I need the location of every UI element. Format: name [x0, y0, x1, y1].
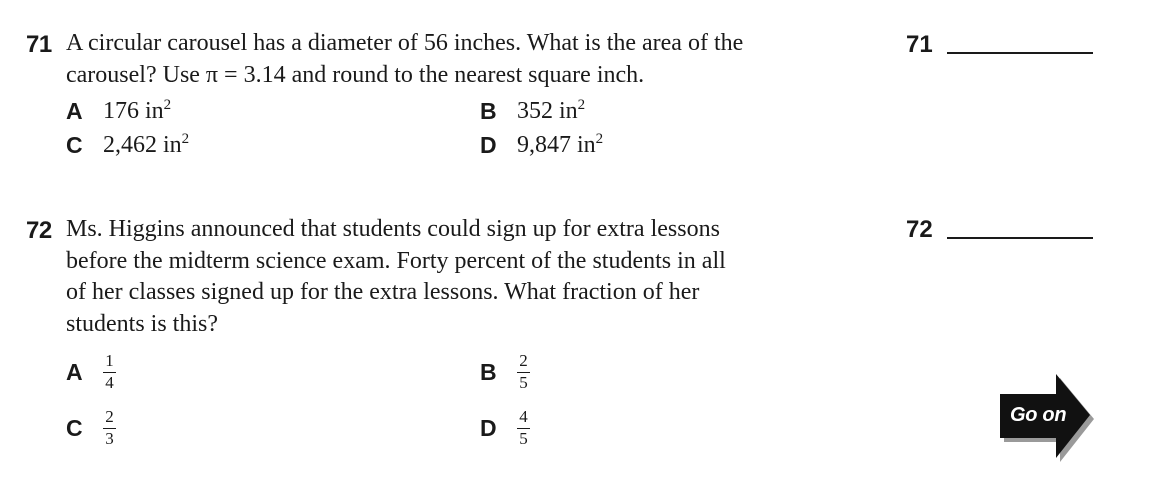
fraction: [517, 408, 530, 448]
numerator: 1: [105, 351, 114, 370]
choice-letter: C: [66, 414, 83, 441]
choice-letter: B: [480, 358, 497, 385]
choice-letter: D: [480, 414, 497, 441]
question-72-line-3: of her classes signed up for the extra lessons. What fraction of her: [66, 279, 700, 305]
question-text-71: [66, 28, 743, 91]
question-72-line-4: students is this?: [66, 310, 219, 337]
fraction: [517, 352, 530, 392]
fraction: [103, 352, 116, 392]
choice-71-d[interactable]: [480, 131, 603, 159]
choice-72-b[interactable]: [480, 352, 530, 392]
denominator: 5: [519, 373, 528, 392]
choice-72-a[interactable]: [66, 352, 116, 392]
choice-letter: D: [480, 131, 497, 158]
go-on-label[interactable]: Go on: [1010, 404, 1067, 426]
question-text-72: [66, 214, 726, 340]
fraction: [103, 408, 116, 448]
numerator: 2: [519, 351, 528, 370]
choice-71-a[interactable]: [66, 97, 171, 125]
question-71-line-1: A circular carousel has a diameter of 56 inches. What is the area of the: [66, 30, 744, 56]
question-72-line-2: before the midterm science exam. Forty percent of the students in all: [66, 247, 726, 274]
denominator: 5: [519, 429, 528, 448]
choice-letter: C: [66, 131, 83, 158]
question-number-71: 71: [26, 31, 52, 58]
exponent: 2: [181, 131, 190, 147]
choice-71-c[interactable]: [66, 131, 189, 159]
choice-value: 9,847 in: [517, 132, 596, 158]
choice-letter: A: [66, 358, 83, 385]
numerator: 4: [519, 407, 528, 426]
choice-value: 2,462 in: [103, 132, 182, 158]
numerator: 2: [105, 407, 114, 426]
denominator: 4: [105, 373, 114, 392]
answer-line-72[interactable]: [947, 237, 1093, 239]
choice-72-d[interactable]: [480, 408, 530, 448]
denominator: 3: [105, 429, 114, 448]
exponent: 2: [163, 97, 172, 113]
exponent: 2: [577, 97, 586, 113]
answer-line-71[interactable]: [947, 52, 1093, 54]
choice-letter: A: [66, 97, 83, 124]
question-number-72: 72: [26, 217, 52, 244]
choice-letter: B: [480, 97, 497, 124]
choice-71-b[interactable]: [480, 97, 585, 125]
question-72-line-1: Ms. Higgins announced that students could sign up for extra lessons: [66, 216, 720, 242]
answer-label-72: 72: [906, 216, 933, 243]
answer-label-71: 71: [906, 31, 933, 58]
choice-value: 352 in: [517, 98, 578, 124]
choice-value: 176 in: [103, 98, 164, 124]
exponent: 2: [595, 131, 604, 147]
choice-72-c[interactable]: [66, 408, 116, 448]
question-71-line-2: carousel? Use π = 3.14 and round to the nearest square inch.: [66, 61, 645, 88]
